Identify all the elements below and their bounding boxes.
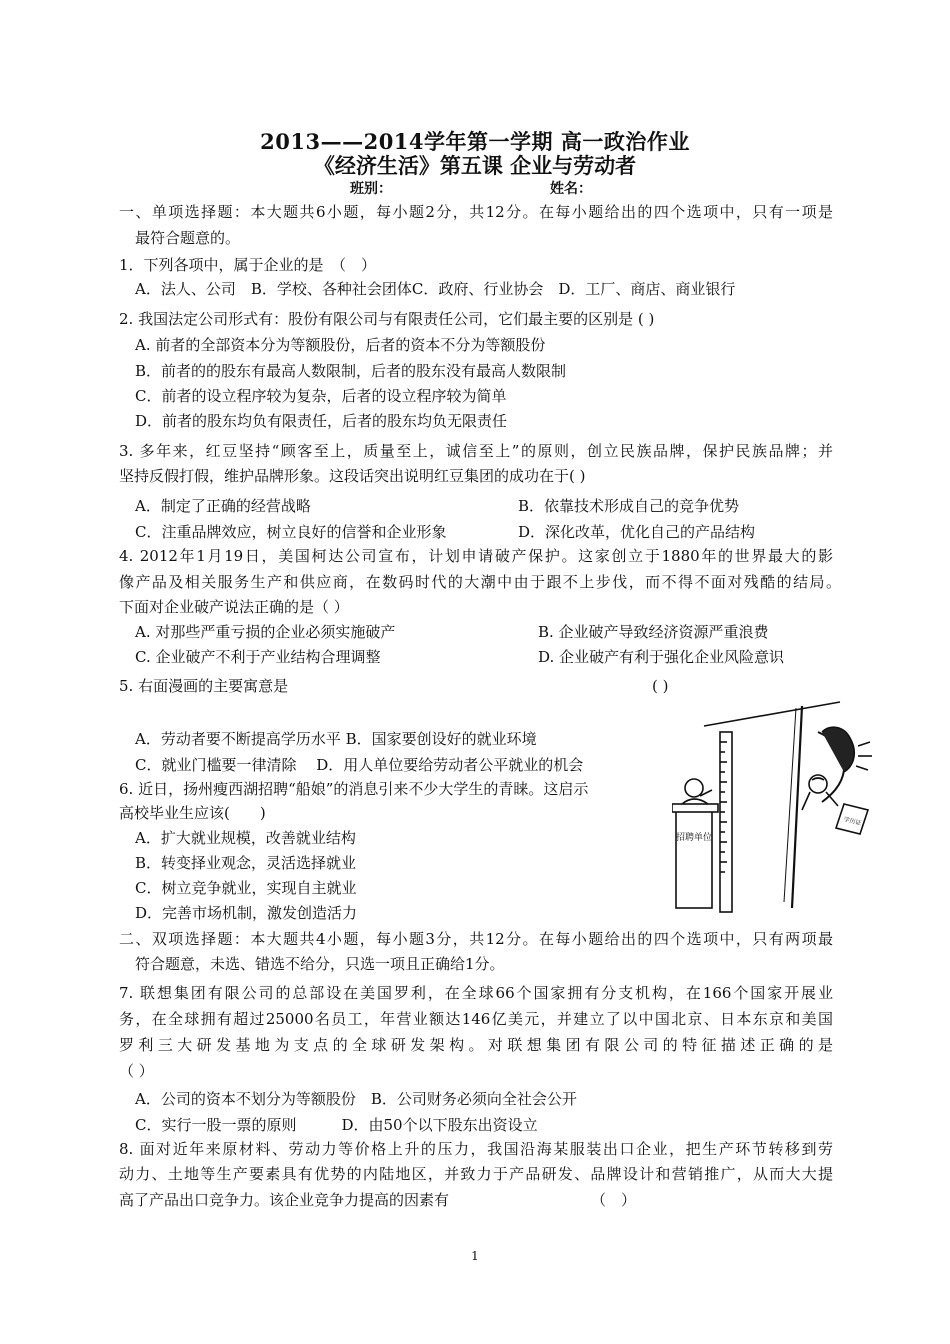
q4-stem-cont1: 像产品及相关服务生产和供应商，在数码时代的大潮中由于跟不上步伐，而不得不面对残酷的结局。 — [119, 573, 841, 591]
q3-stem-cont: 坚持反假打假，维护品牌形象。这段话突出说明红豆集团的成功在于( ) — [119, 467, 586, 485]
q5-options-cd: C．就业门槛要一律清除 D．用人单位要给劳动者公平就业的机会 — [135, 756, 584, 774]
q1-stem: 1．下列各项中，属于企业的是 （ ） — [119, 256, 377, 274]
q7-options-cd: C．实行一股一票的原则 D．由50个以下股东出资设立 — [135, 1116, 538, 1134]
page-number: 1 — [471, 1249, 479, 1263]
q2-option-d: D．前者的股东均负有限责任，后者的股东均负无限责任 — [135, 412, 508, 430]
page-title: 2013——2014学年第一学期 高一政治作业 — [260, 129, 690, 154]
q4-option-a: A. 对那些严重亏损的企业必须实施破产 — [135, 623, 396, 641]
q8-stem-cont2: 高了产品出口竞争力。该企业竞争力提高的因素有 — [119, 1191, 450, 1209]
page-subtitle: 《经济生活》第五课 企业与劳动者 — [313, 153, 637, 178]
section2-intro: 二、双项选择题：本大题共4小题，每小题3分，共12分。在每小题给出的四个选项中，只有两项最 — [119, 930, 833, 948]
q3-stem: 3. 多年来，红豆坚持“顾客至上，质量至上，诚信至上”的原则，创立民族品牌，保护民族品牌；并 — [119, 442, 833, 460]
q5-options-ab: A．劳动者要不断提高学历水平 B．国家要创设好的就业环境 — [135, 730, 537, 748]
section2-intro-cont: 符合题意，未选、错选不给分，只选一项且正确给1分。 — [135, 955, 505, 973]
q4-option-c: C. 企业破产不利于产业结构合理调整 — [135, 648, 381, 666]
cartoon-sign-text: 招聘单位 — [675, 833, 713, 843]
q1-options: A．法人、公司 B．学校、各种社会团体C．政府、行业协会 D．工厂、商店、商业银行 — [135, 280, 736, 298]
q6-stem: 6. 近日，扬州瘦西湖招聘“船娘”的消息引来不少大学生的青睐。这启示 — [119, 780, 589, 798]
q3-option-b: B．依靠技术形成自己的竞争优势 — [518, 497, 740, 515]
q8-stem: 8. 面对近年来原材料、劳动力等价格上升的压力，我国沿海某服装出口企业，把生产环节转移到劳 — [119, 1140, 833, 1158]
q7-stem-cont2: 罗利三大研发基地为支点的全球研发架构。对联想集团有限公司的特征描述正确的是 — [119, 1036, 833, 1054]
q6-stem-cont: 高校毕业生应该( ) — [119, 804, 266, 822]
name-label: 姓名： — [550, 181, 592, 197]
section1-intro: 一、单项选择题：本大题共6小题，每小题2分，共12分。在每小题给出的四个选项中，只有一项是 — [119, 203, 833, 221]
q5-answer-paren: ( ) — [652, 677, 669, 695]
q4-stem: 4. 2012年1月19日，美国柯达公司宣布，计划申请破产保护。这家创立于1880年的世界最大的影 — [119, 547, 833, 565]
class-label: 班别： — [350, 181, 392, 197]
q8-stem-cont1: 动力、土地等生产要素具有优势的内陆地区，并致力于产品研发、品牌设计和营销推广，从而大大提 — [119, 1165, 833, 1183]
q2-stem: 2. 我国法定公司形式有：股份有限公司与有限责任公司，它们最主要的区别是 ( ) — [119, 310, 655, 328]
q4-option-d: D. 企业破产有利于强化企业风险意识 — [538, 648, 785, 666]
q4-option-b: B. 企业破产导致经济资源严重浪费 — [538, 623, 769, 641]
cartoon-paper-text: 学历证 — [842, 815, 862, 828]
section1-intro-cont: 最符合题意的。 — [135, 229, 241, 247]
q8-answer-paren: （ ） — [591, 1191, 637, 1209]
q3-option-d: D．深化改革，优化自己的产品结构 — [518, 523, 756, 541]
q6-option-d: D．完善市场机制，激发创造活力 — [135, 904, 358, 922]
q7-stem: 7. 联想集团有限公司的总部设在美国罗利，在全球66个国家拥有分支机构，在166个国家开展业 — [119, 984, 833, 1002]
q5-stem: 5. 右面漫画的主要寓意是 — [119, 677, 289, 695]
q2-option-c: C．前者的设立程序较为复杂，后者的设立程序较为简单 — [135, 387, 507, 405]
q7-stem-cont1: 务，在全球拥有超过25000名员工，年营业额达146亿美元，并建立了以中国北京、日本东京和美国 — [119, 1010, 833, 1028]
q3-option-a: A．制定了正确的经营战略 — [135, 497, 311, 515]
q4-stem-cont2: 下面对企业破产说法正确的是（ ） — [119, 598, 349, 616]
q2-option-a: A. 前者的全部资本分为等额股份，后者的资本不分为等额股份 — [135, 336, 546, 354]
q7-answer-paren: （ ） — [119, 1062, 154, 1080]
q3-option-c: C．注重品牌效应，树立良好的信誉和企业形象 — [135, 523, 447, 541]
q6-option-b: B．转变择业观念，灵活选择就业 — [135, 854, 357, 872]
cartoon-illustration — [672, 692, 876, 914]
q7-options-ab: A．公司的资本不划分为等额股份 B．公司财务必须向全社会公开 — [135, 1090, 577, 1108]
q6-option-a: A．扩大就业规模，改善就业结构 — [135, 829, 356, 847]
q2-option-b: B．前者的的股东有最高人数限制，后者的股东没有最高人数限制 — [135, 362, 567, 380]
q6-option-c: C．树立竞争就业，实现自主就业 — [135, 879, 357, 897]
